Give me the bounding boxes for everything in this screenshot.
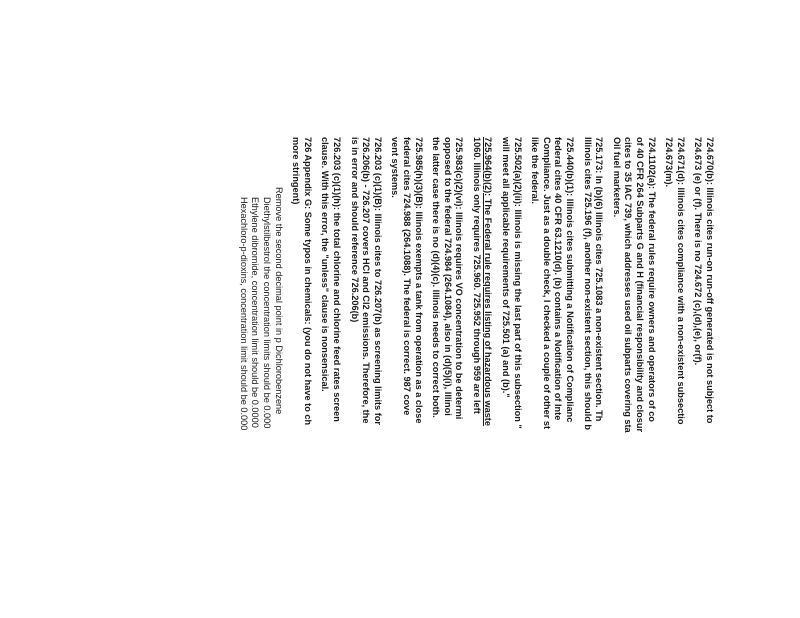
list-item: Hexachloro-p-dioxins, concentration limit should be 0.000 <box>238 197 249 431</box>
text-line: is in error and should reference 726.206(b) <box>349 137 360 323</box>
paragraph-725-173 <box>581 137 604 597</box>
paragraph-725-502 <box>500 137 523 597</box>
text-line: vent systems. <box>390 137 401 198</box>
rotated-text-block <box>175 39 715 559</box>
paragraph-724-671 <box>663 137 686 597</box>
text-line: cites to 35 IAC 739, which addresses used oil subparts covering sta <box>623 137 634 433</box>
text-line: 726.203 (c)(1)(B): Illinois cites to 726.207(b) as screening limits for <box>372 137 383 425</box>
text-line: 726.206(b) - 726.207 covers HCl and Cl2 emissions. Therefore, the <box>361 137 372 424</box>
text-line: the latter case there is no (d)(4)(c). Illinois needs to correct both. <box>431 137 442 418</box>
list-item: Ethylene dibromide, concentration limit should be 0.0000 <box>250 197 261 428</box>
paragraph-726-203-c1h <box>319 137 342 597</box>
text-line: opposed to the federal 724.984 (264.1084), also in (d)(5)(i), Illinoi <box>442 137 453 416</box>
text-line: of 40 CFR 264 Subparts G and H (financial responsibility and closur <box>635 137 646 433</box>
text-line: 724.670(b): Illinois cites run-on run-off generated is not subject to <box>705 137 715 424</box>
text-line: 725.173: In (b)(6) Illinois cites 725.1083 a non-existent section. Th <box>594 137 605 422</box>
text-line: Compliance. Just as a double check, I checked a couple of other st <box>541 137 552 430</box>
paragraph-725-985 <box>389 137 424 597</box>
text-line: 725.985(h)(3)(B): Illinois exempts a tank from operation as a close <box>413 137 424 424</box>
list-item: Remove the second decimal point in p Dichlorobenzene <box>273 187 284 415</box>
paragraph-725-983 <box>430 137 465 597</box>
paragraph-724-1102 <box>610 137 656 597</box>
text-line: 726 Appendix G: Some typos in chemicals: (you do not have to ch <box>302 137 313 426</box>
paragraph-726-203-c1B <box>348 137 383 597</box>
paragraph-724-670 <box>692 137 715 597</box>
text-line: 724.673 (e) or (f). There is no 724.672 (c),(d),(e), or(f). <box>693 137 704 366</box>
chemical-typo-list <box>237 137 283 597</box>
document-body <box>175 137 715 597</box>
text-line: 724.671(d): Illinois cites compliance with a non-existent subsectio <box>675 137 686 425</box>
text-line: more stringent) <box>291 137 302 205</box>
text-line: Illinois cites 725.196 (f), another non-existent section, this should b <box>582 137 593 431</box>
text-line: clause. With this error, the "unless" clause is nonsensical. <box>320 137 331 392</box>
list-item: Diethylstilbestrol the concentration limits should be 0.000 <box>262 197 272 429</box>
text-line: 724.673(m). <box>664 137 675 188</box>
paragraph-726-appendix-g <box>290 137 313 597</box>
text-line: 726.203 (c)(1)(h): the total chlorine and chlorine feed rates screen <box>331 137 342 422</box>
text-line: Oil fuel marketers. <box>611 137 622 218</box>
text-line: 725.440(b)(1): Illinois cites submitting a Notification of Complianc <box>565 137 576 423</box>
paragraph-725-440 <box>529 137 575 597</box>
text-line: like the federal. <box>530 137 541 204</box>
text-line: 725.502(a)(2)(ii): Illinois is missing the last part of this subsection " <box>512 137 523 429</box>
paragraph-725-964 <box>470 137 493 597</box>
text-line: federal cites 724.988 (264.1088). The federal is correct. 987 cove <box>401 137 412 416</box>
text-line: will meet all applicable requirements of 725.501 (a) and (b)." <box>501 137 512 398</box>
text-line: 725.983(c)(2)(vi): Illinois requires VO concentration to be determi <box>454 137 465 420</box>
text-line: 1060. Illinois only requires 725.960. 725.952 through 959 are left <box>471 137 482 414</box>
text-line: federal cites 40 CFR 63.1210(d). (b) contains a Notification of Inte <box>553 137 564 421</box>
text-line: 725.964(b)(2): The Federal rule requires listing of hazardous waste <box>483 137 494 426</box>
text-line: 724.1102(a): The federal rules require owners and operators of co <box>646 137 657 422</box>
